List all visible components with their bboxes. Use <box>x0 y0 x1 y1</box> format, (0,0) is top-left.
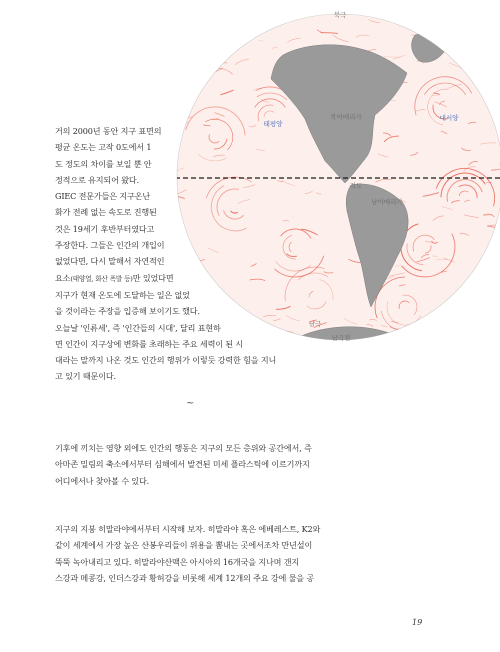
text-line: 평균 온도는 고작 0도에서 1 <box>55 142 152 153</box>
text-line: 어디에서나 찾아볼 수 있다. <box>55 475 150 486</box>
flow-stroke <box>491 324 500 325</box>
atlantic-ocean-label: 대서양 <box>439 114 459 122</box>
text-line: 지구가 현재 온도에 도달하는 일은 없었 <box>55 289 190 300</box>
text-fragment: 만 있었다면 <box>132 272 174 283</box>
text-line: 스강과 메콩강, 인더스강과 황허강을 비롯해 세계 12개의 주요 강에 물을 공 <box>55 572 315 583</box>
flow-stroke <box>434 342 448 346</box>
text-line: 도 정도의 차이를 보일 뿐 안 <box>55 158 152 169</box>
flow-stroke <box>484 258 500 261</box>
text-line: 대라는 말까지 나온 것도 인간의 행위가 이렇듯 강력한 힘을 지니 <box>55 355 277 366</box>
equator-label: 적도 <box>349 182 363 190</box>
body-text-column <box>55 123 280 385</box>
text-line: 거의 2000년 동안 지구 표면의 <box>55 126 162 136</box>
flow-stroke <box>177 71 182 73</box>
flow-stroke <box>391 8 396 10</box>
flow-stroke <box>180 17 190 20</box>
flow-stroke <box>463 303 475 304</box>
flow-stroke <box>317 340 333 346</box>
section-divider: ~ <box>186 398 195 409</box>
page-number: 19 <box>412 618 423 627</box>
flow-stroke <box>477 279 494 283</box>
antarctica-label: 남극 <box>308 320 322 328</box>
text-line: 을 것이라는 주장을 입증해 보이기도 했다. <box>55 306 200 317</box>
paragraph-himalaya <box>55 521 435 586</box>
south-america-label: 남아메리카 <box>371 198 403 206</box>
flow-stroke <box>408 11 415 12</box>
flow-stroke <box>194 73 201 75</box>
north-pole-label: 북극 <box>333 11 347 19</box>
text-line: 뚝뚝 녹아내리고 있다. 히말라야산맥은 아시아의 16개국을 지나며 갠지 <box>55 556 300 567</box>
north-america-label: 북아메리카 <box>330 113 362 121</box>
text-line: 주장한다. 그들은 인간의 개입이 <box>55 240 165 251</box>
text-line: 같이 세계에서 가장 높은 산봉우리들이 위용을 뽐내는 곳에서조차 만년설이 <box>55 540 313 551</box>
text-line: 고 있기 때문이다. <box>55 371 116 382</box>
paragraph-human-impact <box>55 440 435 489</box>
text-line: 정적으로 유지되어 왔다. <box>55 174 139 185</box>
flow-stroke <box>459 325 468 329</box>
flow-stroke <box>482 264 488 265</box>
text-line: 기후에 끼치는 영향 외에도 인간의 행동은 지구의 모든 층위와 공간에서, 즉 <box>55 443 312 453</box>
text-line: 없었다면, 다시 말해서 자연적인 <box>55 256 165 267</box>
text-line: 화가 전례 없는 속도로 진행된 <box>55 207 157 218</box>
flow-stroke <box>290 13 298 16</box>
text-line: 것은 19세기 후반부터였다고 <box>55 223 155 234</box>
flow-stroke <box>496 29 500 35</box>
text-fragment: 요소 <box>55 272 71 283</box>
text-line: 지구의 지붕 히말라야에서부터 시작해 보자. 히말라야 혹은 에베레스트, K2와 <box>55 524 321 534</box>
text-line: GIEC 전문가들은 지구온난 <box>55 191 151 202</box>
flow-stroke <box>475 74 492 78</box>
south-pole-label: 남극점 <box>331 334 351 342</box>
flow-stroke <box>284 16 290 17</box>
flow-stroke <box>242 32 258 34</box>
flow-stroke <box>179 89 186 90</box>
flow-stroke <box>441 306 456 310</box>
text-line-with-aside <box>55 270 280 287</box>
pacific-ocean-label: 태평양 <box>263 120 283 128</box>
flow-stroke <box>497 64 500 67</box>
text-aside: (태양열, 화산 폭발 등) <box>70 274 133 283</box>
text-line: 면 인간이 지구상에 변화를 초래하는 주요 세력이 된 시 <box>55 338 244 349</box>
flow-stroke <box>466 49 472 51</box>
flow-stroke <box>487 311 495 313</box>
text-line: 아마존 밀림의 축소에서부터 심해에서 발견된 미세 플라스틱에 이르기까지 <box>55 459 310 470</box>
text-line: 오늘날 '인류세', 즉 '인간들의 시대', 달리 표현하 <box>55 322 221 333</box>
